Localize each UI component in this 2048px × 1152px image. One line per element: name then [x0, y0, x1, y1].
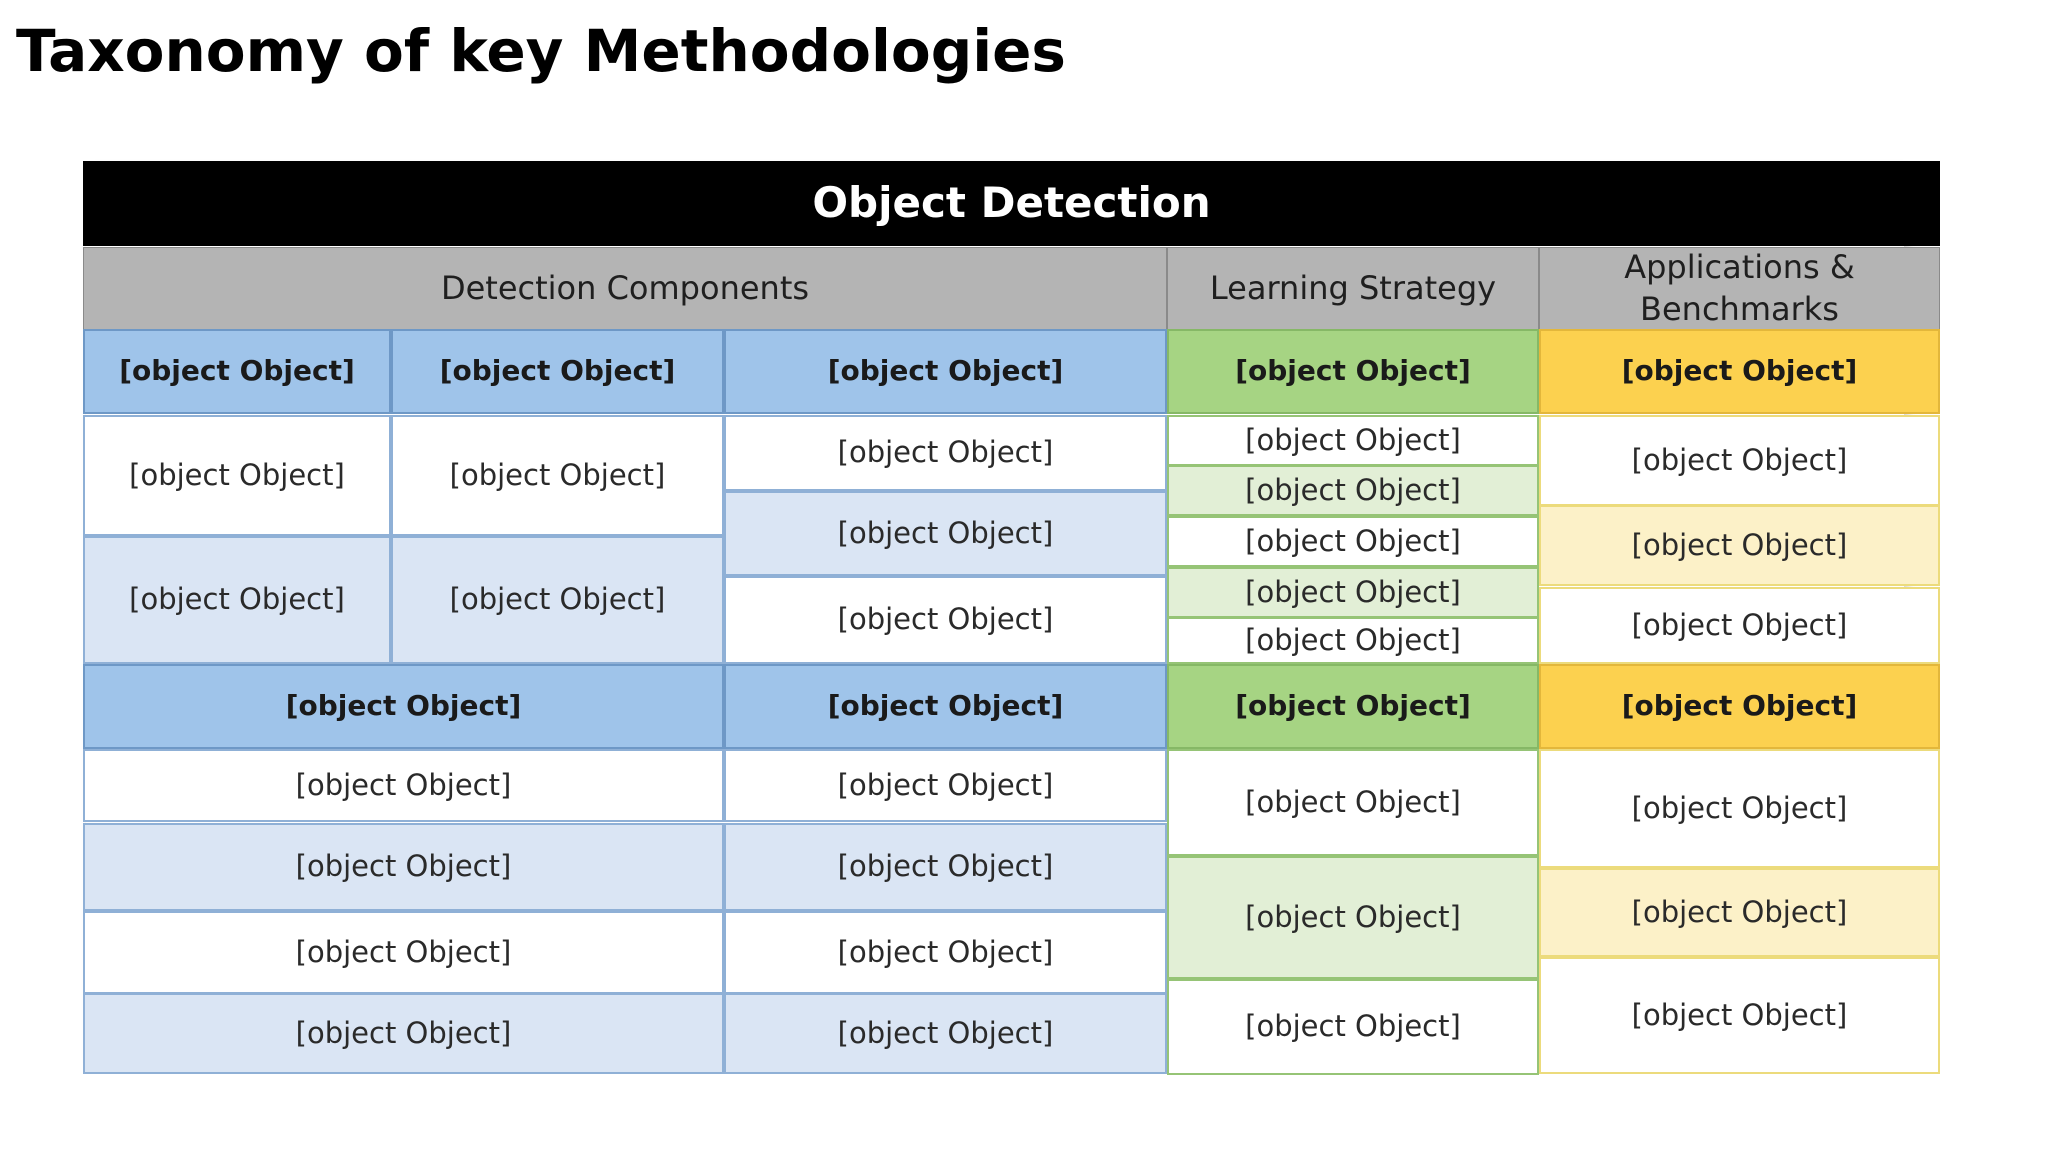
cell-localization-refinement: [object Object] [1167, 516, 1539, 567]
cell-vgg16-resnet-densenet: [object Object] [724, 415, 1167, 491]
cell-testing-others: [object Object] [1167, 979, 1539, 1075]
cell-pixel-mask: [object Object] [83, 536, 391, 664]
cell-imbalance-sampling: [object Object] [1167, 465, 1539, 516]
cell-mobilenet-resnext: [object Object] [724, 491, 1167, 576]
header-training-stage: [object Object] [1167, 329, 1539, 414]
group-learning-strategy: Learning Strategy [1167, 247, 1539, 330]
cell-deformable-feature-learning: [object Object] [724, 993, 1167, 1074]
cell-pedestrian-detection: [object Object] [1539, 505, 1940, 586]
header-detection-settings: [object Object] [83, 329, 391, 414]
table-title: Object Detection [83, 161, 1940, 246]
header-detection-paradigms: [object Object] [391, 329, 724, 414]
cell-region-feature-encoding: [object Object] [724, 823, 1167, 911]
cell-anchor-based-methods: [object Object] [83, 823, 724, 911]
cell-contextual-reasoning: [object Object] [724, 911, 1167, 994]
cell-fddb-wider-face: [object Object] [1539, 868, 1940, 957]
slide-title: Taxonomy of key Methodologies [16, 17, 1066, 85]
cell-one-stage-detectors: [object Object] [391, 536, 724, 664]
cell-detnet-hourglass-net: [object Object] [724, 576, 1167, 664]
group-detection-components: Detection Components [83, 247, 1167, 330]
header-proposal-generation: [object Object] [83, 664, 724, 749]
cell-data-augmentation: [object Object] [1167, 415, 1539, 466]
cell-keypoint-based-methods: [object Object] [83, 911, 724, 994]
header-backbone-architecture: [object Object] [724, 329, 1167, 414]
cell-duplicate-removal: [object Object] [1167, 749, 1539, 856]
header-public-benchmarks: [object Object] [1539, 664, 1940, 749]
cell-applications-others: [object Object] [1539, 587, 1940, 664]
header-applications: [object Object] [1539, 329, 1940, 414]
header-feature-representation: [object Object] [724, 664, 1167, 749]
cell-mscoco-pascal-voc: [object Object] [1539, 749, 1940, 868]
cell-model-acceleration: [object Object] [1167, 856, 1539, 979]
header-testing-stage: [object Object] [1167, 664, 1539, 749]
cell-training-others: [object Object] [1167, 617, 1539, 664]
cell-two-stage-detectors: [object Object] [391, 415, 724, 536]
group-applications-benchmarks: Applications & Benchmarks [1539, 247, 1940, 330]
cell-multi-scale-feature-learning: [object Object] [724, 749, 1167, 822]
cell-other-methods: [object Object] [83, 993, 724, 1074]
cell-kitti-eth-citypersons: [object Object] [1539, 957, 1940, 1074]
cell-face-detection: [object Object] [1539, 415, 1940, 506]
cell-traditional-cv-methods: [object Object] [83, 749, 724, 822]
cell-cascade-learning: [object Object] [1167, 567, 1539, 618]
cell-bounding-box: [object Object] [83, 415, 391, 536]
